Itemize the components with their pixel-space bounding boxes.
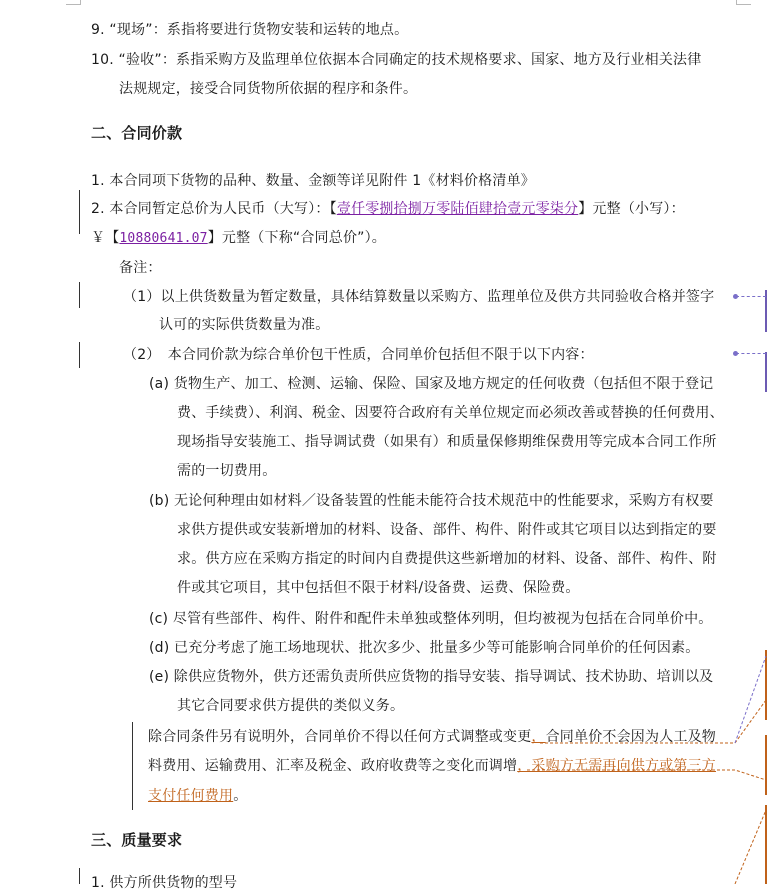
note-label: 备注： xyxy=(119,260,162,276)
sub-item-a: (a) 货物生产、加工、检测、运输、保险、国家及地方规定的任何收费（包括但不限于登记 xyxy=(149,376,714,392)
adjustment-text: 除合同条件另有说明外，合同单价不得以任何方式调整或变更 xyxy=(148,729,532,745)
sub-item-b: (b) 无论何种理由如材料／设备装置的性能未能符合技术规范中的性能要求，采购方有权要 xyxy=(149,493,714,509)
tracked-change-insert-end[interactable]: 支付任何费用 xyxy=(148,788,234,804)
sub-item-b-cont: 件或其它项目，其中包括但不限于材料/设备费、运费、保险费。 xyxy=(177,580,580,596)
price-clause-2-end: 】元整（下称“合同总价”）。 xyxy=(207,230,387,246)
definition-item-10-cont: 法规规定，接受合同货物所依据的程序和条件。 xyxy=(119,81,418,97)
sub-item-e-cont: 其它合同要求供方提供的类似义务。 xyxy=(177,698,405,714)
section-heading-price: 二、合同价款 xyxy=(91,124,183,142)
adjustment-text-2: 料费用、运输费用、汇率及税金、政府收费等之变化而调增 xyxy=(148,758,518,774)
sub-item-a-cont: 费、手续费）、利润、税金、因要符合政府有关单位规定而必须改善或替换的任何费用、 xyxy=(177,405,724,421)
tracked-change-insert[interactable]: ，采购方无需再向供方或第三方 xyxy=(517,758,717,774)
price-clause-1: 1. 本合同项下货物的品种、数量、金额等详见附件 1《材料价格清单》 xyxy=(91,173,535,189)
price-clause-2-prefix: 2. 本合同暂定总价为人民币（大写）：【 xyxy=(91,201,337,217)
currency-prefix: ￥【 xyxy=(91,230,120,246)
adjustment-text-cont: 合同单价不会因为人工及物 xyxy=(545,729,717,745)
adjustment-paragraph xyxy=(148,727,716,747)
section-heading-quality: 三、质量要求 xyxy=(91,831,183,849)
note-item-2: （2） 本合同价款为综合单价包干性质，合同单价包括但不限于以下内容： xyxy=(123,347,594,363)
sub-item-a-cont: 现场指导安装施工、指导调试费（如果有）和质量保修期维保费用等完成本合同工作所 xyxy=(177,434,717,450)
price-clause-2-suffix: 】元整（小写）： xyxy=(578,201,685,217)
sub-item-a-cont: 需的一切费用。 xyxy=(177,463,277,479)
definition-item-10: 10. “验收”：系指采购方及监理单位依据本合同确定的技术规格要求、国家、地方及行业相关法律 xyxy=(91,52,702,68)
definition-item-9: 9. “现场”：系指将要进行货物安装和运转的地点。 xyxy=(91,22,409,38)
adjustment-paragraph-cont xyxy=(148,756,716,776)
note-item-1: （1）以上供货数量为暂定数量，具体结算数量以采购方、监理单位及供方共同验收合格并签字 xyxy=(123,289,715,305)
tracked-change-amount-words[interactable]: 壹仟零捌拾捌万零陆佰肆拾壹元零柒分 xyxy=(336,201,579,217)
sub-item-b-cont: 求。供方应在采购方指定的时间内自费提供这些新增加的材料、设备、部件、构件、附 xyxy=(177,551,717,567)
sub-item-c: (c) 尽管有些部件、构件、附件和配件未单独或整体列明，但均被视为包括在合同单价中。 xyxy=(149,611,713,627)
price-clause-2-cont xyxy=(91,228,386,249)
adjustment-paragraph-end xyxy=(148,786,247,806)
sub-item-b-cont: 求供方提供或安装新增加的材料、设备、部件、构件、附件或其它项目以达到指定的要 xyxy=(177,522,717,538)
sub-item-e: (e) 除供应货物外，供方还需负责所供应货物的指导安装、指导调试、技术协助、培训以及 xyxy=(149,669,714,685)
price-clause-2 xyxy=(91,199,685,219)
period: 。 xyxy=(233,788,248,804)
tracked-change-comma[interactable]: ， xyxy=(531,729,546,745)
note-item-1-cont: 认可的实际供货数量为准。 xyxy=(159,317,330,333)
tracked-change-amount-number[interactable]: 10880641.07 xyxy=(119,231,208,246)
sub-item-d: (d) 已充分考虑了施工场地现状、批次多少、批量多少等可能影响合同单价的任何因素。 xyxy=(149,640,700,656)
quality-clause-1: 1. 供方所供货物的型号 xyxy=(91,875,238,891)
